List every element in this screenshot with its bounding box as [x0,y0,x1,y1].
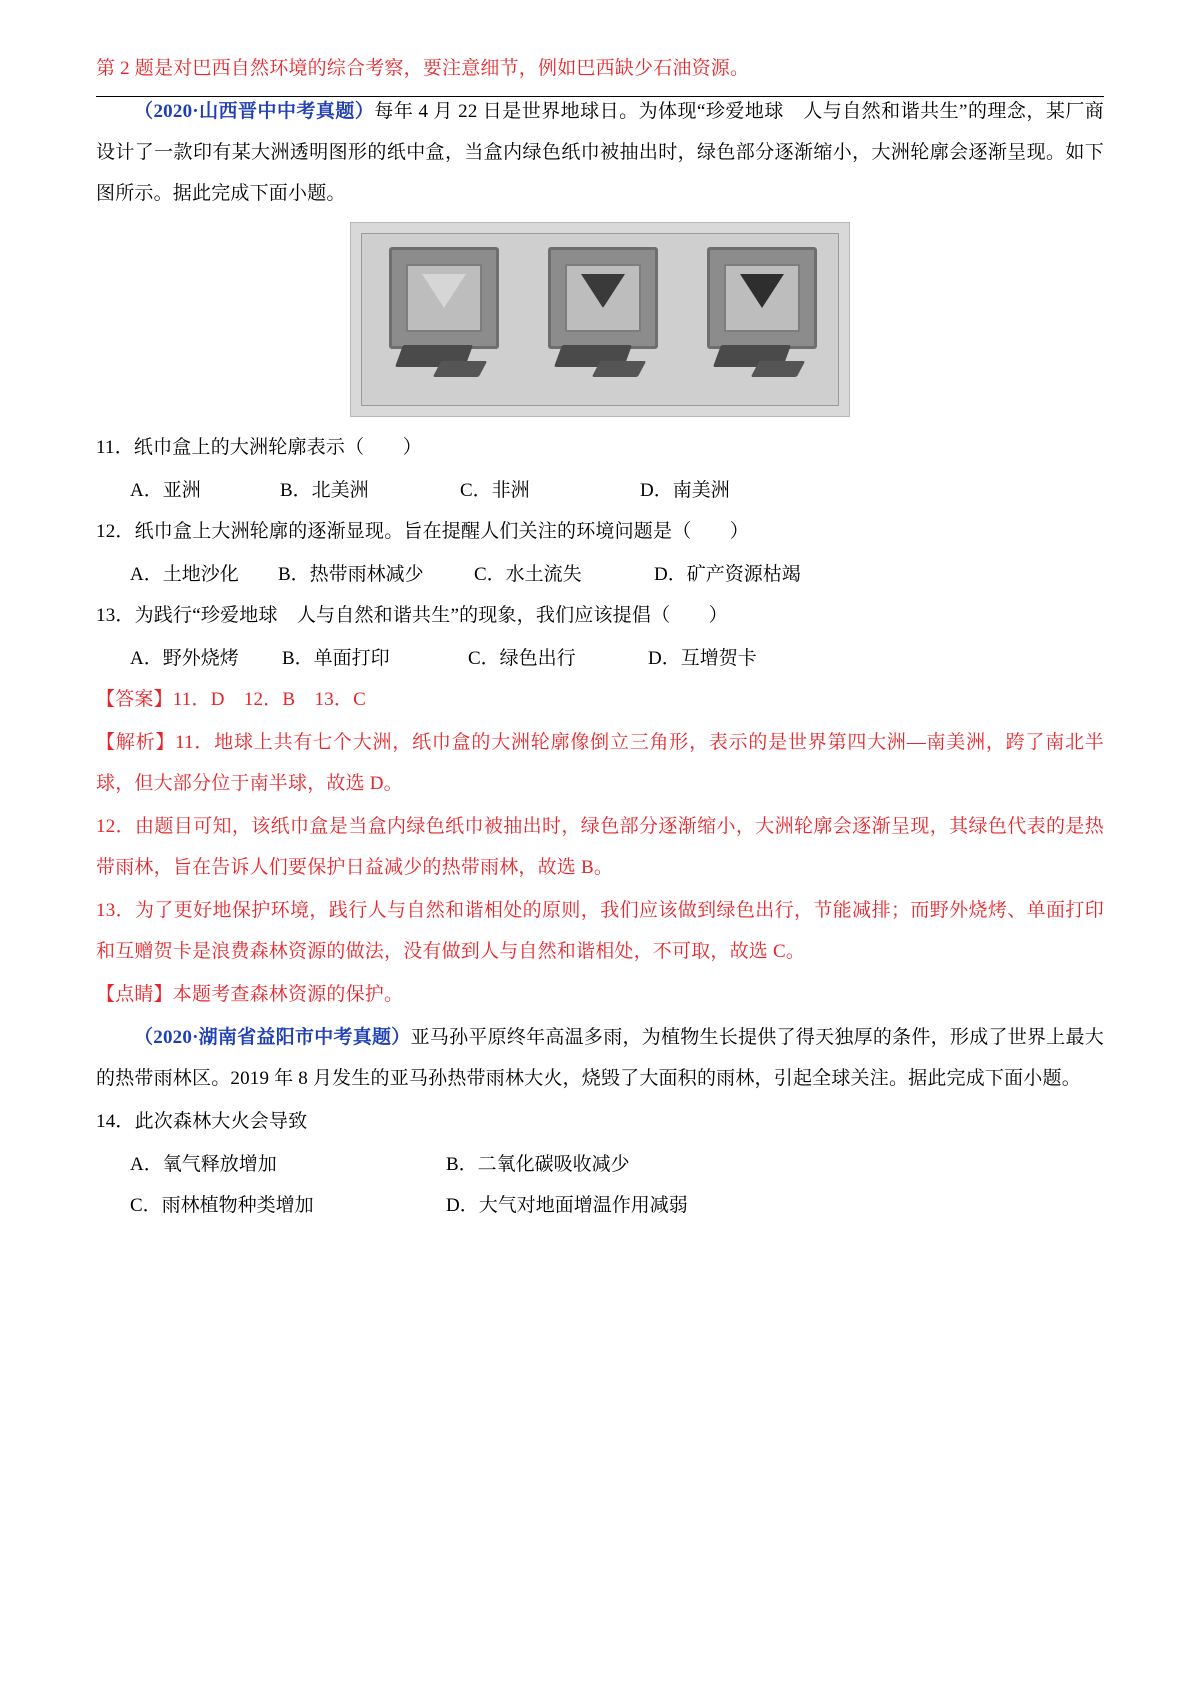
question-14-text: 此次森林大火会导致 [134,1111,308,1132]
question-11-options [96,470,1104,511]
answer-line: 【答案】11．D 12．B 13．C [96,689,366,710]
option-12-b[interactable]: B．热带雨林减少 [278,564,424,585]
question-11-text: 纸巾盒上的大洲轮廓表示（ ） [133,437,422,458]
exam-stem-1: 每年 4 月 22 日是世界地球日。为体现“珍爱地球 人与自然和谐共生”的理念，某厂商设计了一款印有某大洲透明图形的纸中盒，当盒内绿色纸巾被抽出时，绿色部分逐渐缩小，大洲轮廓会逐渐呈现。如下图所示。据此完成下面小题。 [96,101,1105,204]
option-11-c[interactable]: C．非洲 [460,480,530,501]
teacher-note: 第 2 题是对巴西自然环境的综合考察，要注意细节，例如巴西缺少石油资源。 [96,58,750,79]
exam-source-1: （2020·山西晋中中考真题） [134,101,375,122]
question-14-options-row2 [96,1185,1104,1226]
figure-tissue-box [96,222,1104,417]
question-block-2 [96,1017,1104,1099]
question-14-number: 14． [96,1111,135,1132]
question-11-number: 11． [96,437,134,458]
analysis-12: 12．由题目可知，该纸巾盒是当盒内绿色纸巾被抽出时，绿色部分逐渐缩小，大洲轮廓会逐渐呈现，其绿色代表的是热带雨林，旨在告诉人们要保护日益减少的热带雨林，故选 B。 [96,816,1104,878]
question-13 [96,595,1104,636]
header-divider [96,96,1104,97]
tissue-sheet-3b [750,361,805,377]
question-block-1 [96,91,1104,214]
question-13-options [96,638,1104,679]
tissue-box-face-1 [406,264,482,332]
tissue-box-face-2 [565,264,641,332]
tissue-box-face-3 [724,264,800,332]
question-12 [96,511,1104,552]
document-content [96,0,1104,1226]
question-12-options [96,554,1104,595]
option-11-a[interactable]: A．亚洲 [130,480,201,501]
figure-frame [350,222,850,417]
tissue-sheet-2b [592,361,647,377]
option-11-b[interactable]: B．北美洲 [280,480,369,501]
option-13-a[interactable]: A．野外烧烤 [130,648,239,669]
option-12-a[interactable]: A．土地沙化 [130,564,239,585]
tissue-box-body-3 [707,247,817,349]
key-point-line: 【点睛】本题考查森林资源的保护。 [96,984,404,1005]
figure-panel-3 [699,245,819,395]
tissue-box-body-2 [548,247,658,349]
exam-source-2: （2020·湖南省益阳市中考真题） [134,1027,411,1048]
option-14-c[interactable]: C．雨林植物种类增加 [130,1195,314,1216]
question-13-number: 13． [96,605,135,626]
analysis-11: 【解析】11．地球上共有七个大洲，纸巾盒的大洲轮廓像倒立三角形，表示的是世界第四大洲—南美洲，跨了南北半球，但大部分位于南半球，故选 D。 [96,732,1104,794]
figure-inner [361,233,839,406]
continent-outline-stage2 [581,274,625,308]
option-13-b[interactable]: B．单面打印 [282,648,390,669]
analysis-13: 13．为了更好地保护环境，践行人与自然和谐相处的原则，我们应该做到绿色出行，节能减排；而野外烧烤、单面打印和互赠贺卡是浪费森林资源的做法，没有做到人与自然和谐相处，不可取，故选 C。 [96,900,1104,962]
tissue-sheet-1b [433,361,488,377]
continent-outline-stage3 [740,274,784,308]
option-13-d[interactable]: D．互增贺卡 [648,648,757,669]
option-12-d[interactable]: D．矿产资源枯竭 [654,564,801,585]
question-14-options-row1 [96,1144,1104,1185]
option-13-c[interactable]: C．绿色出行 [468,648,576,669]
question-12-text: 纸巾盒上大洲轮廓的逐渐显现。旨在提醒人们关注的环境问题是（ ） [134,521,750,542]
exam-stem-2: 亚马孙平原终年高温多雨，为植物生长提供了得天独厚的条件，形成了世界上最大的热带雨林区。2019 年 8 月发生的亚马孙热带雨林大火，烧毁了大面积的雨林，引起全球关注。据此完成下面小题。 [96,1027,1104,1089]
option-14-d[interactable]: D．大气对地面增温作用减弱 [446,1195,688,1216]
figure-panel-2 [540,245,660,395]
figure-panel-1 [381,245,501,395]
question-12-number: 12． [96,521,135,542]
option-14-b[interactable]: B．二氧化碳吸收减少 [446,1154,630,1175]
continent-outline-stage1 [422,274,466,308]
tissue-box-body-1 [389,247,499,349]
option-12-c[interactable]: C．水土流失 [474,564,582,585]
option-14-a[interactable]: A．氧气释放增加 [130,1154,277,1175]
option-11-d[interactable]: D．南美洲 [640,480,730,501]
question-13-text: 为践行“珍爱地球 人与自然和谐共生”的现象，我们应该提倡（ ） [134,605,728,626]
question-11 [96,427,1104,468]
question-14 [96,1101,1104,1142]
